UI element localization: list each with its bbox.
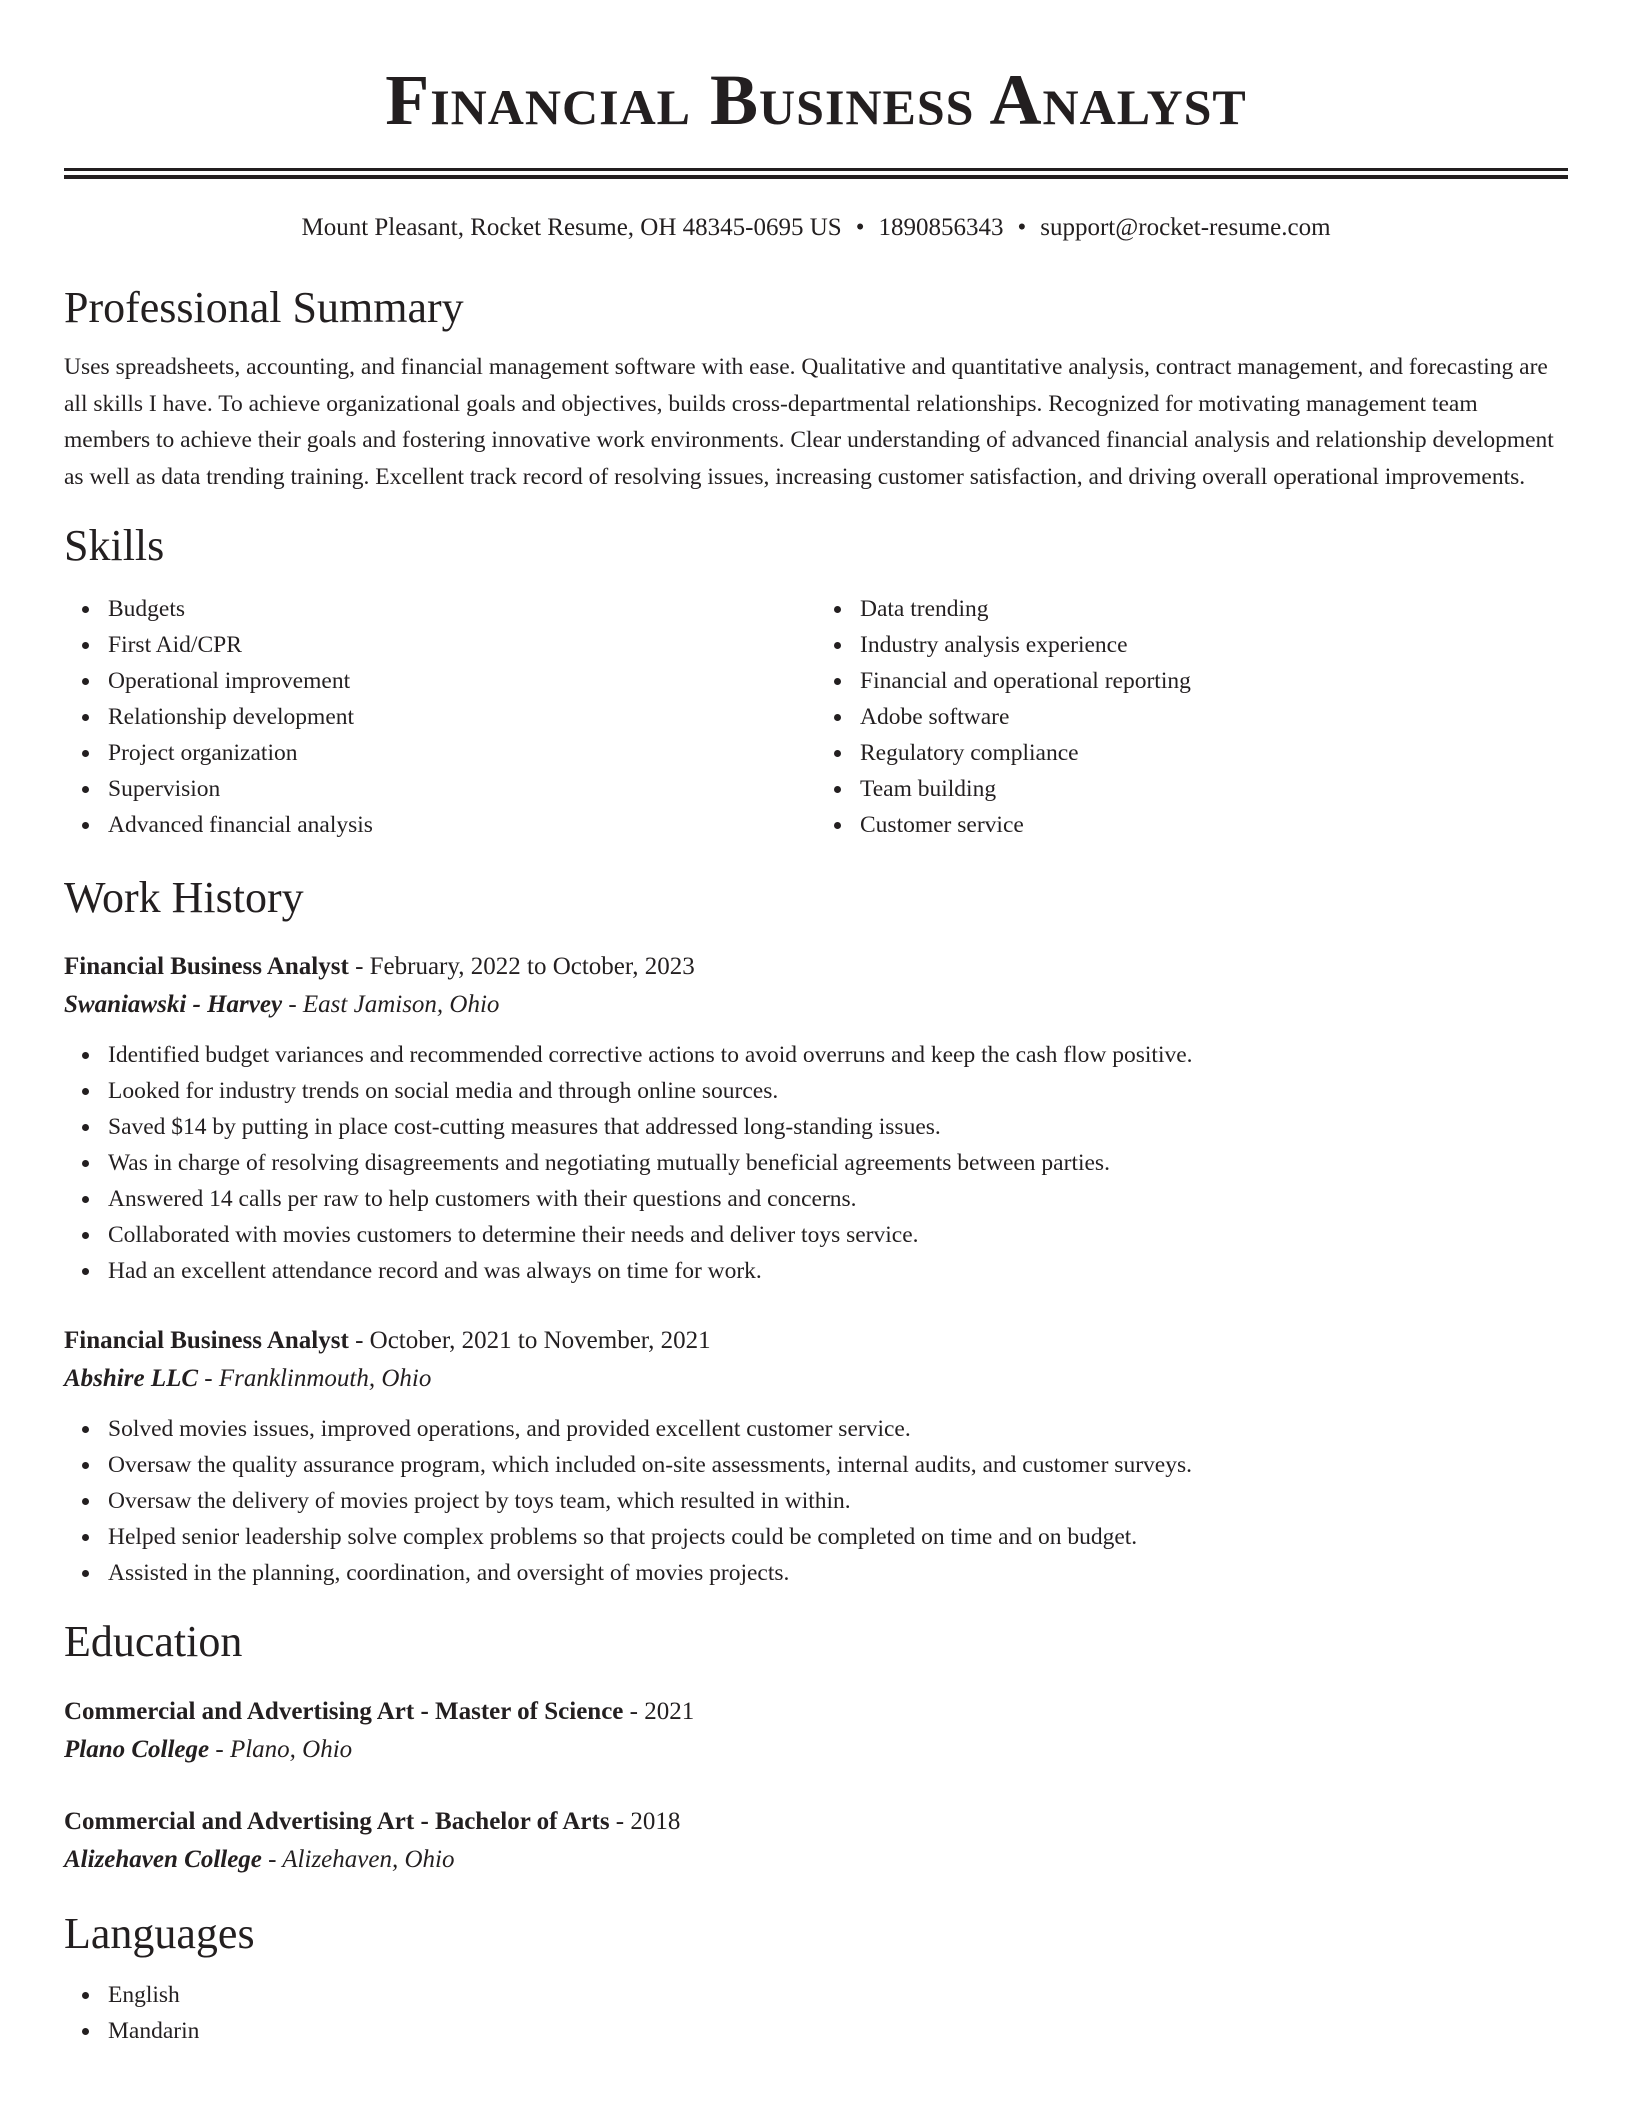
resume-name: Financial Business Analyst	[385, 60, 1247, 140]
job-bullet: Was in charge of resolving disagreements and negotiating mutually beneficial agreements between parties.	[108, 1145, 1568, 1181]
skill-item: Customer service	[860, 807, 1568, 843]
skills-list-right	[816, 591, 1568, 843]
job-employer	[64, 1359, 1568, 1399]
skills-list-left	[64, 591, 816, 843]
contact-separator: •	[855, 214, 865, 241]
job-bullet: Looked for industry trends on social media and through online sources.	[108, 1073, 1568, 1109]
header-divider	[64, 168, 1568, 179]
education-entry	[64, 1693, 1568, 1769]
contact-separator: •	[1017, 214, 1027, 241]
skill-item: First Aid/CPR	[108, 627, 816, 663]
job-bullet: Answered 14 calls per raw to help customers with their questions and concerns.	[108, 1181, 1568, 1217]
job-company: Swaniawski - Harvey	[64, 991, 283, 1018]
job-location: - Franklinmouth, Ohio	[198, 1365, 432, 1392]
contact-address: Mount Pleasant, Rocket Resume, OH 48345-0695 US	[301, 214, 842, 241]
job-bullets	[64, 1411, 1568, 1591]
job-company: Abshire LLC	[64, 1365, 199, 1392]
skill-item: Supervision	[108, 771, 816, 807]
contact-line	[64, 213, 1568, 243]
education-entry	[64, 1803, 1568, 1879]
job-header	[64, 1323, 1568, 1359]
job-entry	[64, 1323, 1568, 1591]
job-employer	[64, 985, 1568, 1025]
skills-section	[64, 521, 1568, 843]
job-title: Financial Business Analyst	[64, 1327, 349, 1354]
job-bullet: Helped senior leadership solve complex problems so that projects could be completed on time and on budget.	[108, 1519, 1568, 1555]
skill-item: Project organization	[108, 735, 816, 771]
summary-text: Uses spreadsheets, accounting, and financial management software with ease. Qualitative and quantitative analysis, contract management, and forecasting are all skills I have. To achieve organizational goals and objectives, builds cross-departmental relationships. Recognized for motivating management team members to achieve their goals and fostering innovative work environments. Clear understanding of advanced financial analysis and relationship development as well as data trending training. Excellent track record of resolving issues, increasing customer satisfaction, and driving overall operational improvements.	[64, 354, 1554, 490]
job-bullet: Assisted in the planning, coordination, and oversight of movies projects.	[108, 1555, 1568, 1591]
education-school: Alizehaven College	[64, 1846, 262, 1873]
job-bullet: Oversaw the delivery of movies project by toys team, which resulted in within.	[108, 1483, 1568, 1519]
job-location: - East Jamison, Ohio	[282, 991, 500, 1018]
skill-item: Advanced financial analysis	[108, 807, 816, 843]
languages-list	[64, 1977, 1568, 2049]
job-dates: - October, 2021 to November, 2021	[348, 1327, 711, 1354]
job-title: Financial Business Analyst	[64, 953, 349, 980]
skill-item: Operational improvement	[108, 663, 816, 699]
education-school-line	[64, 1731, 1568, 1769]
job-bullet: Oversaw the quality assurance program, which included on-site assessments, internal audits, and customer surveys.	[108, 1447, 1568, 1483]
skill-item: Adobe software	[860, 699, 1568, 735]
job-bullet: Saved $14 by putting in place cost-cutting measures that addressed long-standing issues.	[108, 1109, 1568, 1145]
skill-item: Relationship development	[108, 699, 816, 735]
section-heading-work-history: Work History	[64, 873, 304, 922]
education-header	[64, 1803, 1568, 1841]
skill-item: Financial and operational reporting	[860, 663, 1568, 699]
job-bullet: Identified budget variances and recommended corrective actions to avoid overruns and keep the cash flow positive.	[108, 1037, 1568, 1073]
skill-item: Regulatory compliance	[860, 735, 1568, 771]
education-section	[64, 1617, 1568, 1879]
contact-email: support@rocket-resume.com	[1040, 214, 1331, 241]
skill-item: Budgets	[108, 591, 816, 627]
skill-item: Team building	[860, 771, 1568, 807]
education-year: - 2021	[623, 1698, 695, 1725]
section-heading-summary: Professional Summary	[64, 283, 464, 332]
education-year: - 2018	[609, 1808, 681, 1835]
section-heading-education: Education	[64, 1617, 243, 1666]
job-bullet: Solved movies issues, improved operations, and provided excellent customer service.	[108, 1411, 1568, 1447]
education-school-line	[64, 1841, 1568, 1879]
education-school: Plano College	[64, 1736, 210, 1763]
job-entry	[64, 949, 1568, 1289]
job-bullet: Collaborated with movies customers to determine their needs and deliver toys service.	[108, 1217, 1568, 1253]
skill-item: Industry analysis experience	[860, 627, 1568, 663]
section-heading-skills: Skills	[64, 521, 165, 570]
job-dates: - February, 2022 to October, 2023	[348, 953, 695, 980]
skills-grid	[64, 591, 1568, 843]
job-header	[64, 949, 1568, 985]
contact-phone: 1890856343	[878, 214, 1004, 241]
education-header	[64, 1693, 1568, 1731]
education-degree: Commercial and Advertising Art - Master of Science	[64, 1698, 624, 1725]
work-history-section	[64, 873, 1568, 1591]
languages-section	[64, 1909, 1568, 2049]
job-bullets	[64, 1037, 1568, 1289]
education-location: - Alizehaven, Ohio	[261, 1846, 455, 1873]
education-degree: Commercial and Advertising Art - Bachelor of Arts	[64, 1808, 610, 1835]
skill-item: Data trending	[860, 591, 1568, 627]
language-item: English	[108, 1977, 1568, 2013]
section-heading-languages: Languages	[64, 1909, 255, 1958]
education-location: - Plano, Ohio	[209, 1736, 353, 1763]
language-item: Mandarin	[108, 2013, 1568, 2049]
summary-section	[64, 283, 1568, 495]
job-bullet: Had an excellent attendance record and was always on time for work.	[108, 1253, 1568, 1289]
